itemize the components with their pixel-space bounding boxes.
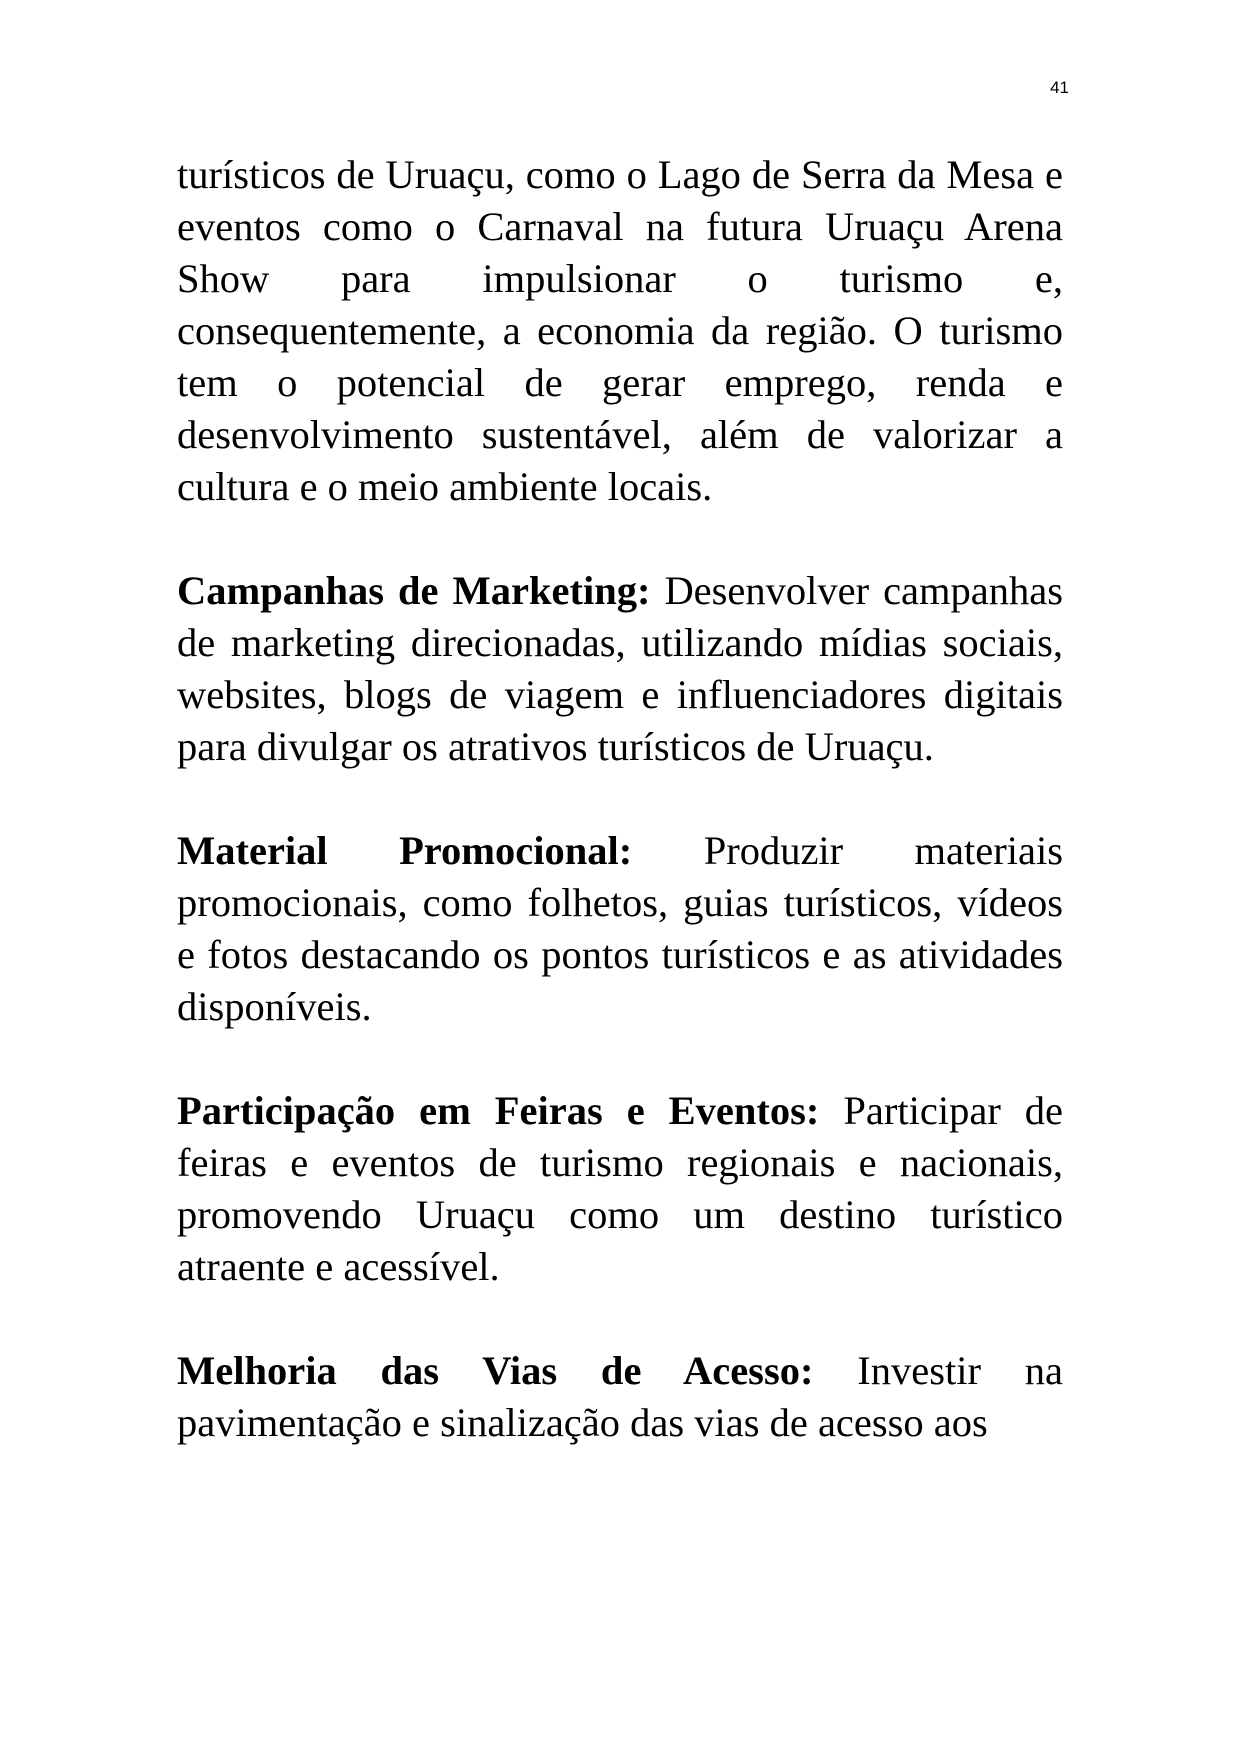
paragraph-heading: Melhoria das Vias de Acesso:	[177, 1348, 814, 1393]
paragraph-marketing-campaigns	[177, 565, 1063, 773]
paragraph-text: Produzir materiais promocionais, como folhetos, guias turísticos, vídeos e fotos destacando os pontos turísticos e as atividades disponíveis.	[177, 828, 1063, 1029]
paragraph-text: Participar de feiras e eventos de turismo regionais e nacionais, promovendo Uruaçu como um destino turístico atraente e acessível.	[177, 1088, 1063, 1289]
paragraph-promotional-material	[177, 825, 1063, 1033]
paragraph-heading: Material Promocional:	[177, 828, 633, 873]
paragraph-text: turísticos de Uruaçu, como o Lago de Serra da Mesa e eventos como o Carnaval na futura Uruaçu Arena Show para impulsionar o turismo e, consequentemente, a economia da região. O turismo tem o potencial de gerar emprego, renda e desenvolvimento sustentável, além de valorizar a cultura e o meio ambiente locais.	[177, 152, 1063, 509]
paragraph-continuation	[177, 149, 1063, 513]
paragraph-text: Desenvolver campanhas de marketing direcionadas, utilizando mídias sociais, websites, blogs de viagem e influenciadores digitais para divulgar os atrativos turísticos de Uruaçu.	[177, 568, 1063, 769]
page-number: 41	[1050, 78, 1069, 97]
paragraph-heading: Participação em Feiras e Eventos:	[177, 1088, 820, 1133]
paragraph-heading: Campanhas de Marketing:	[177, 568, 651, 613]
paragraph-access-roads	[177, 1345, 1063, 1449]
paragraph-fairs-events	[177, 1085, 1063, 1293]
document-body	[177, 149, 1063, 1449]
paragraph-text: Investir na pavimentação e sinalização das vias de acesso aos	[177, 1348, 1064, 1445]
